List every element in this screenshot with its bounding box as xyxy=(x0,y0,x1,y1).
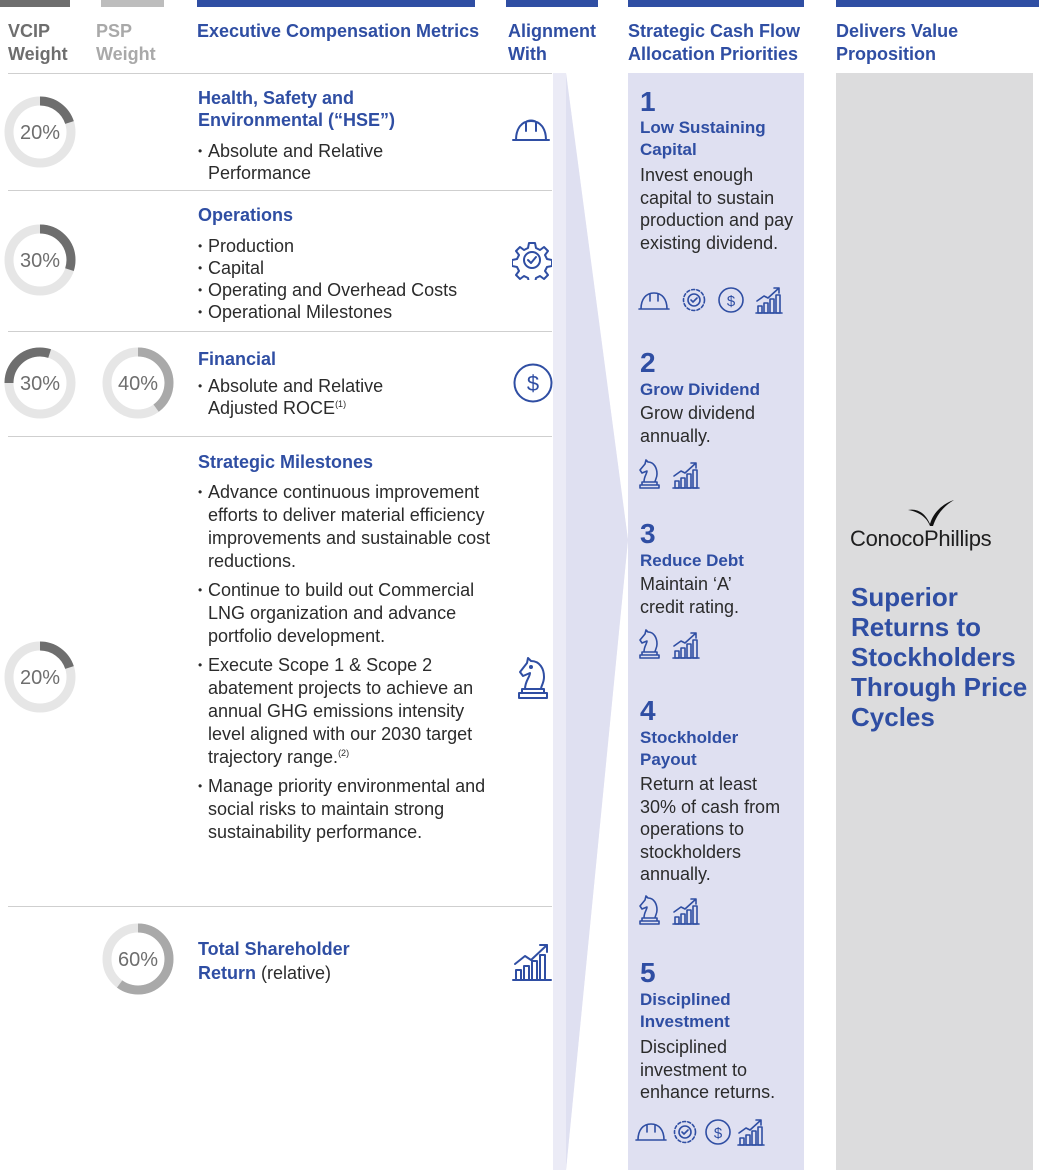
growth-chart-icon xyxy=(511,940,553,982)
fin-title: Financial xyxy=(198,349,277,369)
priority-number: 4 xyxy=(640,695,656,726)
svg-text:$: $ xyxy=(713,1125,723,1142)
priority-number: 2 xyxy=(640,347,656,378)
conocophillips-logo-icon xyxy=(900,498,960,528)
hse-vcip-donut xyxy=(2,94,78,170)
priority-title: Reduce Debt xyxy=(640,551,744,570)
priority-title: Grow Dividend xyxy=(640,380,760,399)
dollar-circle-icon xyxy=(512,362,554,404)
svg-text:20%: 20% xyxy=(19,667,61,689)
priority-icons xyxy=(638,894,708,931)
value-statement: Superior Returns to Stockholders Through Price Cycles xyxy=(851,582,1028,732)
gear-check-icon xyxy=(684,290,705,311)
hard-hat-icon xyxy=(636,1124,666,1140)
company-logo-text: ConocoPhillips xyxy=(850,526,992,551)
priority-desc: Grow dividend annually. xyxy=(640,403,756,446)
hard-hat-icon xyxy=(639,293,669,309)
priority-number: 1 xyxy=(640,86,656,117)
priority-number: 3 xyxy=(640,518,656,549)
growth-chart-icon xyxy=(738,1120,764,1145)
priority-icons xyxy=(638,628,708,665)
chess-knight-icon xyxy=(640,896,659,924)
gear-check-icon xyxy=(512,240,552,280)
priorities-header: Strategic Cash Flow Allocation Priorities xyxy=(628,21,801,64)
list-item: • Absolute and Relative Adjusted ROCE$^{(1)}$ xyxy=(198,375,383,419)
row-divider xyxy=(8,331,552,332)
priority-desc: Maintain ‘A’ credit rating. xyxy=(640,574,740,617)
fin-vcip-donut xyxy=(2,345,78,421)
priority-title: Disciplined Investment xyxy=(640,990,731,1031)
list-item: • Absolute and Relative Performance xyxy=(198,140,383,184)
tsr-title: Total Shareholder Return (relative) xyxy=(198,939,350,983)
hse-list xyxy=(198,140,383,184)
hse-title: Health, Safety and Environmental (“HSE”) xyxy=(198,88,396,130)
gear-check-icon xyxy=(675,1122,696,1143)
growth-chart-icon xyxy=(673,633,699,658)
strat-list xyxy=(198,481,504,850)
tsr-psp-donut xyxy=(100,921,176,997)
svg-text:$: $ xyxy=(726,293,736,310)
svg-text:60%: 60% xyxy=(117,949,159,971)
list-item: • Operating and Overhead Costs xyxy=(198,279,457,301)
row-divider xyxy=(8,906,552,907)
alignment-header: Alignment With xyxy=(508,21,596,64)
growth-chart-icon xyxy=(673,899,699,924)
list-item: • Manage priority environmental and social risks to maintain strong sustainability performance. xyxy=(198,775,504,844)
ops-vcip-donut xyxy=(2,222,78,298)
priority-title: Stockholder Payout xyxy=(640,728,739,769)
list-item: • Production xyxy=(198,235,457,257)
priority-icons xyxy=(638,458,708,495)
row-divider xyxy=(8,73,552,74)
list-item: • Execute Scope 1 & Scope 2 abatement projects to achieve an annual GHG emissions intensity level aligned with our 2030 target trajectory range.$^{(2)}$ xyxy=(198,654,504,769)
svg-text:$: $ xyxy=(526,371,540,396)
row-divider xyxy=(8,190,552,191)
growth-chart-icon xyxy=(756,288,782,313)
ops-title: Operations xyxy=(198,205,294,225)
priority-desc: Disciplined investment to enhance returns. xyxy=(640,1037,776,1102)
svg-text:30%: 30% xyxy=(19,373,61,395)
priority-number: 5 xyxy=(640,957,656,988)
hard-hat-icon xyxy=(510,116,552,146)
chess-knight-icon xyxy=(640,630,659,658)
fin-psp-donut xyxy=(100,345,176,421)
fin-list xyxy=(198,375,383,419)
list-item: • Operational Milestones xyxy=(198,301,457,323)
growth-chart-icon xyxy=(673,463,699,488)
value-header: Delivers Value Proposition xyxy=(836,21,959,64)
row-divider xyxy=(8,436,552,437)
metrics-header: Executive Compensation Metrics xyxy=(197,21,480,41)
chess-knight-icon xyxy=(516,655,550,701)
list-item: • Continue to build out Commercial LNG organization and advance portfolio development. xyxy=(198,579,504,648)
svg-text:40%: 40% xyxy=(117,373,159,395)
svg-text:20%: 20% xyxy=(19,122,61,144)
chess-knight-icon xyxy=(640,460,659,488)
priority-icons xyxy=(635,1116,795,1153)
strat-vcip-donut xyxy=(2,639,78,715)
priority-title: Low Sustaining Capital xyxy=(640,118,766,159)
svg-text:30%: 30% xyxy=(19,250,61,272)
vcip-weight-header: VCIP Weight xyxy=(8,21,68,64)
priority-icons xyxy=(638,285,798,320)
list-item: • Capital xyxy=(198,257,457,279)
psp-weight-header: PSP Weight xyxy=(96,21,156,64)
strat-title: Strategic Milestones xyxy=(198,452,374,472)
ops-list xyxy=(198,235,457,323)
list-item: • Advance continuous improvement efforts to deliver material efficiency improvements and sustainable cost reductions. xyxy=(198,481,504,573)
priority-desc: Invest enough capital to sustain production and pay existing dividend. xyxy=(640,165,794,253)
priority-desc: Return at least 30% of cash from operations to stockholders annually. xyxy=(640,774,781,884)
